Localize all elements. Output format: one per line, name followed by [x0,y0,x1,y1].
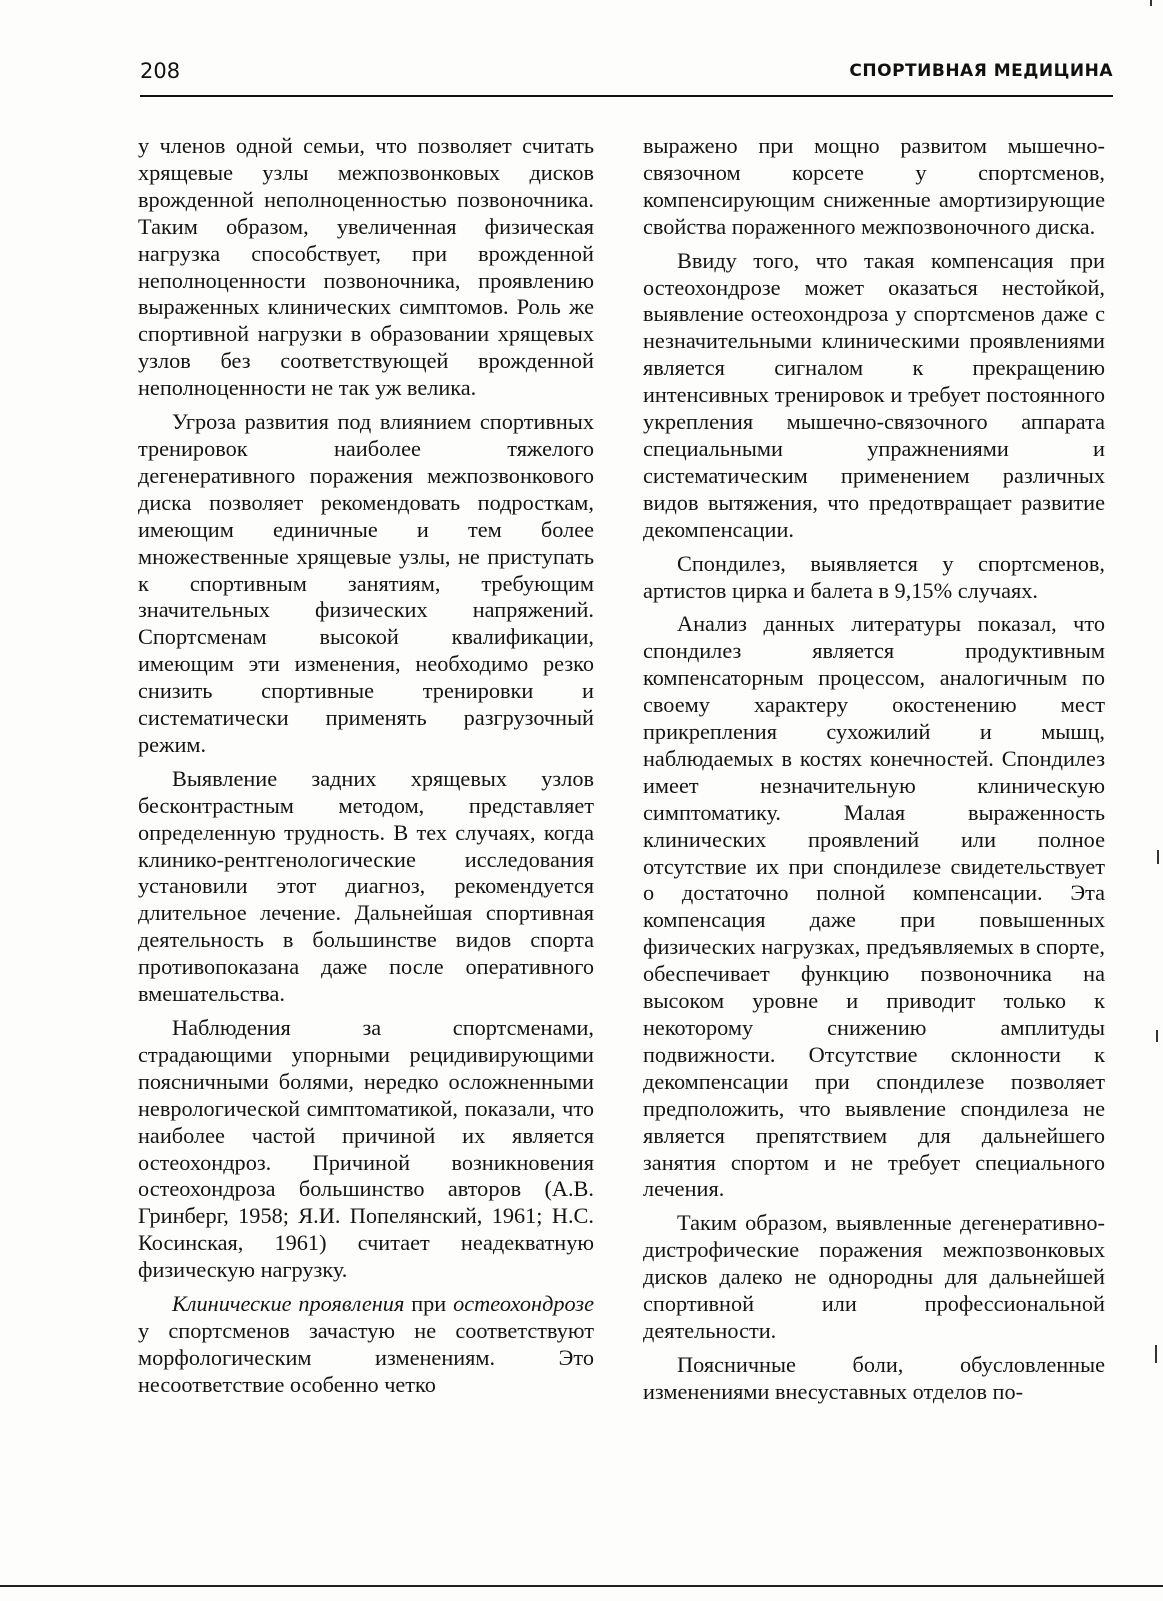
paragraph: Угроза развития под влиянием спортивных тренировок наиболее тяжелого дегенеративного поражения межпозвонкового диска позволяет рекомендовать подросткам, имеющим единичные и тем более множественные хрящевые узлы, не приступать к спортивным занятиям, требующим значительных физических напряжений. Спортсменам высокой квалификации, имеющим эти изменения, необходимо резко снизить спортивные тренировки и систематически применять разгрузочный режим. [138,409,594,757]
paragraph: Анализ данных литературы показал, что спондилез является продуктивным компенсаторным процессом, аналогичным по своему характеру окостенению мест прикрепления сухожилий и мышц, наблюдаемых в костях конечностей. Спондилез имеет незначительную клиническую симптоматику. Малая выраженность клинических проявлений или полное отсутствие их при спондилезе свидетельствует о достаточно полной компенсации. Эта компенсация даже при повышенных физических нагрузках, предъявляемых в спорте, обеспечивает функцию позвоночника на высоком уровне и приводит только к некоторому снижению амплитуды подвижности. Отсутствие склонности к декомпенсации при спондилезе позволяет предположить, что выявление спондилеза не является препятствием для дальнейшего занятия спортом и не требует специального лечения. [643,611,1105,1202]
left-column [138,133,594,1406]
paragraph: Выявление задних хрящевых узлов бесконтрастным методом, представляет определенную трудность. В тех случаях, когда клинико-рентгенологические исследования установили этот диагноз, рекомендуется длительное лечение. Дальнейшая спортивная деятельность в большинстве видов спорта противопоказана даже после оперативного вмешательства. [138,765,594,1007]
paragraph: Таким образом, выявленные дегенеративно-дистрофические поражения межпозвонковых дисков далеко не однородны для дальнейшей спортивной или профессиональной деятельности. [643,1210,1105,1343]
page-number: 208 [140,59,181,83]
bottom-scan-edge [0,1585,1163,1587]
italic-term: остеохондрозе [453,1291,594,1317]
scan-mark [1155,1345,1157,1363]
italic-term: Клинические проявления [172,1291,405,1317]
paragraph [138,1291,594,1399]
paragraph: Ввиду того, что такая компенсация при остеохондрозе может оказаться нестойкой, выявление остеохондроза у спортсменов даже с незначительными клиническими проявлениями является сигналом к прекращению интенсивных тренировок и требует постоянного укрепления мышечно-связочного аппарата специальными упражнениями и систематическим применением различных видов вытяжения, что предотвращает развитие декомпенсации. [643,247,1105,542]
paragraph-text: при [404,1291,454,1317]
page-header [140,55,1113,97]
paragraph: Поясничные боли, обусловленные изменениями внесуставных отделов по- [643,1351,1105,1404]
scan-mark [1157,850,1159,864]
scan-mark [1156,1030,1158,1042]
paragraph: выражено при мощно развитом мышечно-связочном корсете у спортсменов, компенсирующим сниженные амортизирующие свойства пораженного межпозвоночного диска. [643,133,1105,239]
right-column [643,133,1105,1413]
paragraph: Спондилез, выявляется у спортсменов, артистов цирка и балета в 9,15% случаях. [643,550,1105,603]
paragraph: у членов одной семьи, что позволяет считать хрящевые узлы межпозвонковых дисков врожденной неполноценностью позвоночника. Таким образом, увеличенная физическая нагрузка способствует, при врожденной неполноценности позвоночника, проявлению выраженных клинических симптомов. Роль же спортивной нагрузки в образовании хрящевых узлов без соответствующей врожденной неполноценности не так уж велика. [138,133,594,401]
running-title: СПОРТИВНАЯ МЕДИЦИНА [849,61,1113,81]
paragraph: Наблюдения за спортсменами, страдающими упорными рецидивирующими поясничными болями, нередко осложненными неврологической симптоматикой, показали, что наиболее частой причиной их является остеохондроз. Причиной возникновения остеохондроза большинство авторов (А.В. Гринберг, 1958; Я.И. Попелянский, 1961; Н.С. Косинская, 1961) считает неадекватную физическую нагрузку. [138,1015,594,1283]
scan-mark [1150,0,1152,6]
paragraph-text: у спортсменов зачастую не соответствуют морфологическим изменениям. Это несоответствие особенно четко [138,1317,594,1397]
